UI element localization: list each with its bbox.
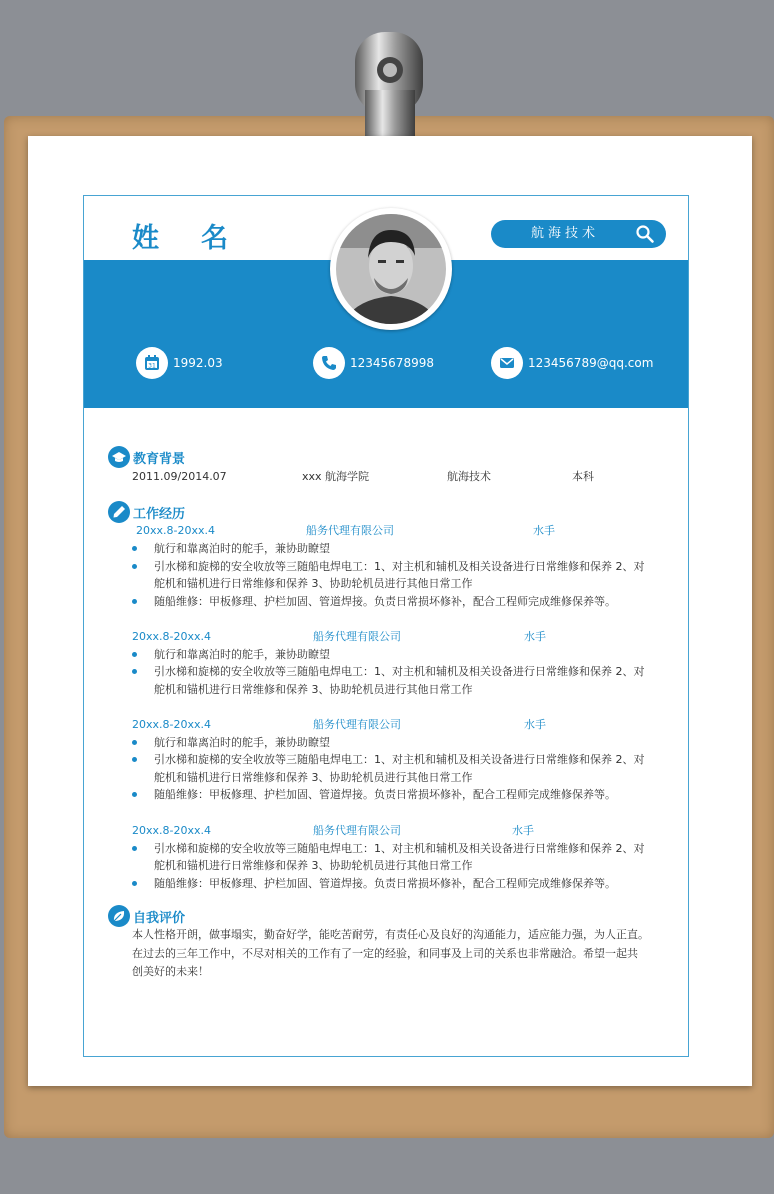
bullet-dot [132, 740, 137, 745]
bullet-dot [132, 792, 137, 797]
job-company: 船务代理有限公司 [313, 824, 401, 837]
section-work [108, 500, 185, 524]
bullet-dot [132, 652, 137, 657]
section-title: 工作经历 [133, 506, 186, 522]
resume-name: 姓名 [132, 223, 270, 254]
birth-date: 1992.03 [173, 356, 223, 370]
job-duty: 舵机和锚机进行日常维修和保养 3、协助轮机员进行其他日常工作 [154, 771, 473, 784]
job-duty: 引水梯和旋梯的安全收放等三随船电焊电工：1、对主机和辅机及相关设备进行日常维修和保养 2、对 [154, 753, 645, 766]
education-period: 2011.09/2014.07 [132, 470, 227, 483]
pencil-icon [108, 501, 130, 523]
section-education [108, 445, 185, 469]
job-duty: 航行和靠离泊时的舵手，兼协助瞭望 [154, 648, 330, 661]
leaf-icon [108, 905, 130, 927]
bullet-dot [132, 669, 137, 674]
job-company: 船务代理有限公司 [313, 718, 401, 731]
job-period: 20xx.8-20xx.4 [132, 630, 211, 643]
email-address: 123456789@qq.com [528, 356, 654, 370]
section-self-evaluation [108, 904, 185, 928]
phone-icon [313, 347, 345, 379]
job-role: 水手 [524, 630, 546, 643]
job-role: 水手 [512, 824, 534, 837]
calendar-icon [136, 347, 168, 379]
job-duty: 引水梯和旋梯的安全收放等三随船电焊电工：1、对主机和辅机及相关设备进行日常维修和保养 2、对 [154, 842, 645, 855]
contact-birth [136, 346, 223, 380]
self-evaluation-line: 本人性格开朗，做事塌实，勤奋好学，能吃苦耐劳，有责任心及良好的沟通能力，适应能力强，为人正直。 [132, 928, 649, 941]
job-duty: 引水梯和旋梯的安全收放等三随船电焊电工：1、对主机和辅机及相关设备进行日常维修和保养 2、对 [154, 560, 645, 573]
job-duty: 航行和靠离泊时的舵手，兼协助瞭望 [154, 542, 330, 555]
bullet-dot [132, 546, 137, 551]
avatar [330, 208, 452, 330]
job-company: 船务代理有限公司 [306, 524, 394, 537]
contact-email [491, 346, 653, 380]
job-duty: 引水梯和旋梯的安全收放等三随船电焊电工：1、对主机和辅机及相关设备进行日常维修和保养 2、对 [154, 665, 645, 678]
phone-number: 12345678998 [350, 356, 434, 370]
mail-icon [491, 347, 523, 379]
self-evaluation-line: 创美好的未来！ [132, 965, 209, 978]
bullet-dot [132, 599, 137, 604]
bullet-dot [132, 881, 137, 886]
job-duty: 舵机和锚机进行日常维修和保养 3、协助轮机员进行其他日常工作 [154, 683, 473, 696]
job-intention-label: 航海技术 [531, 226, 600, 241]
job-period: 20xx.8-20xx.4 [132, 824, 211, 837]
education-major: 航海技术 [447, 470, 491, 483]
search-icon [635, 224, 655, 244]
job-duty: 随船维修：甲板修理、护栏加固、管道焊接。负责日常损坏修补，配合工程师完成维修保养等。 [154, 595, 616, 608]
job-role: 水手 [524, 718, 546, 731]
job-period: 20xx.8-20xx.4 [136, 524, 215, 537]
job-duty: 航行和靠离泊时的舵手，兼协助瞭望 [154, 736, 330, 749]
bullet-dot [132, 564, 137, 569]
job-role: 水手 [533, 524, 555, 537]
education-degree: 本科 [572, 470, 594, 483]
section-title: 教育背景 [133, 451, 186, 467]
education-school: xxx 航海学院 [302, 470, 370, 483]
job-duty: 随船维修：甲板修理、护栏加固、管道焊接。负责日常损坏修补，配合工程师完成维修保养等。 [154, 788, 616, 801]
job-duty: 随船维修：甲板修理、护栏加固、管道焊接。负责日常损坏修补，配合工程师完成维修保养等。 [154, 877, 616, 890]
job-intention-pill [491, 220, 666, 248]
section-title: 自我评价 [133, 910, 186, 926]
bullet-dot [132, 757, 137, 762]
svg-text:31: 31 [148, 362, 156, 370]
self-evaluation-line: 在过去的三年工作中，不尽对相关的工作有了一定的经验，和同事及上司的关系也非常融洽。希望一起共 [132, 947, 638, 960]
job-period: 20xx.8-20xx.4 [132, 718, 211, 731]
bullet-dot [132, 846, 137, 851]
job-duty: 舵机和锚机进行日常维修和保养 3、协助轮机员进行其他日常工作 [154, 859, 473, 872]
graduation-cap-icon [108, 446, 130, 468]
job-duty: 舵机和锚机进行日常维修和保养 3、协助轮机员进行其他日常工作 [154, 577, 473, 590]
job-company: 船务代理有限公司 [313, 630, 401, 643]
contact-phone [313, 346, 434, 380]
